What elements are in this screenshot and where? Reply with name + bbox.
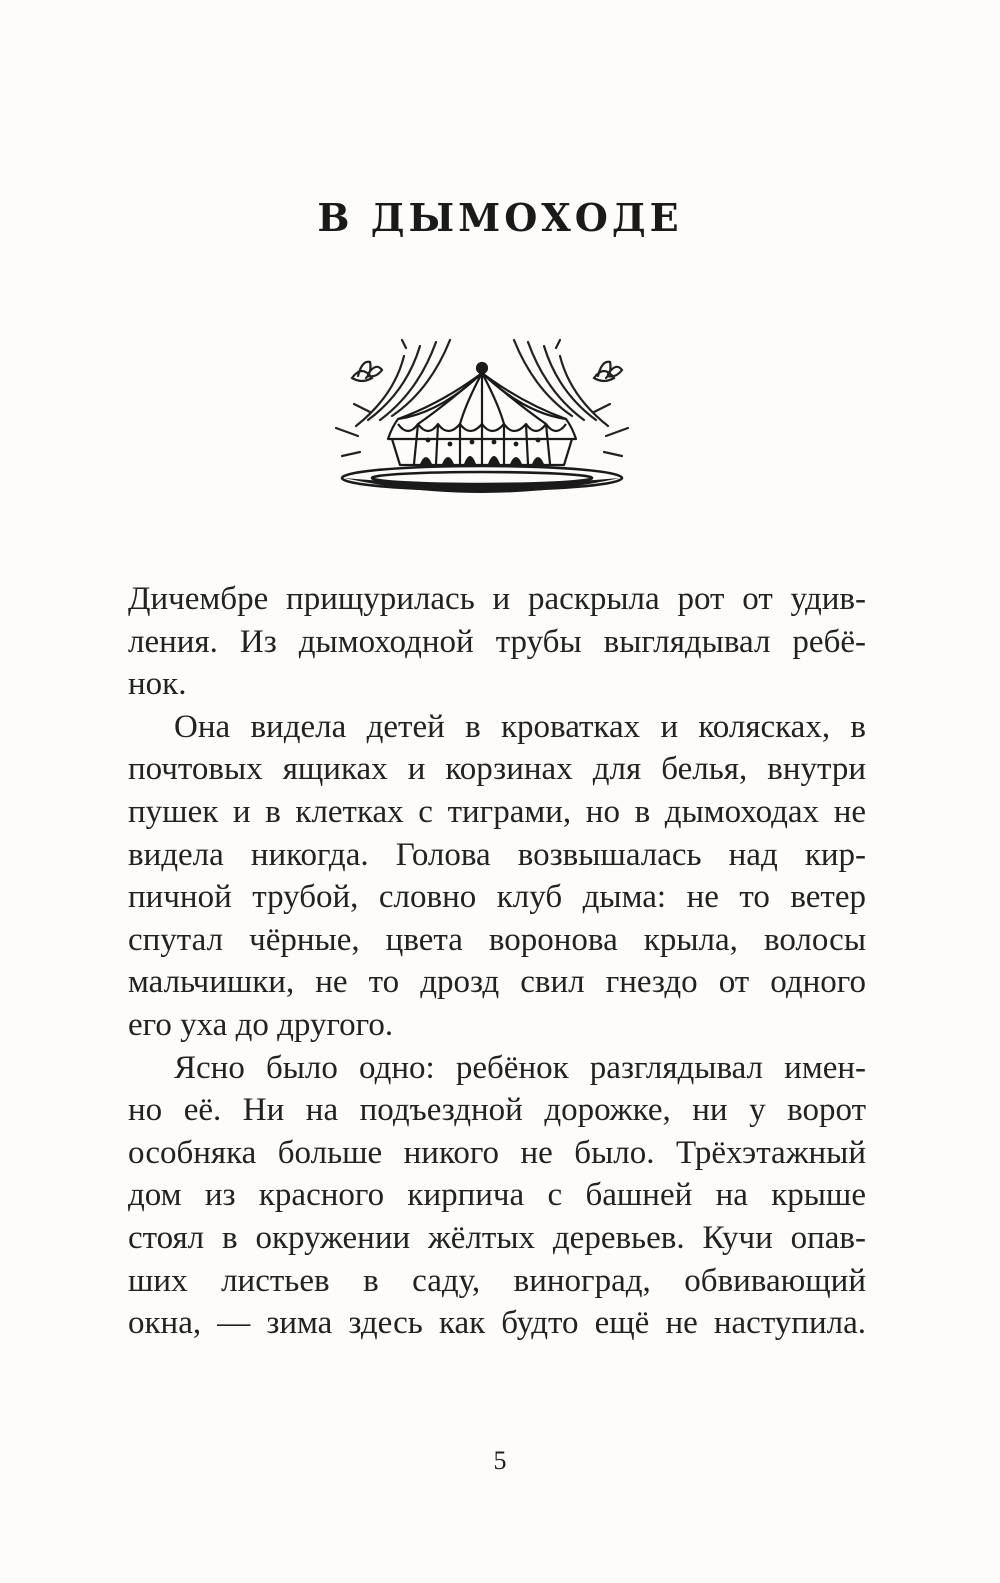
text-line: стоял в окружении жёлтых деревьев. Кучи опав-	[128, 1219, 866, 1256]
circus-tent-illustration	[332, 336, 632, 500]
text-line: его уха до другого.	[128, 1006, 394, 1043]
page-number: 5	[493, 1446, 507, 1475]
paragraph	[128, 1047, 866, 1345]
text-line: дом из красного кирпича с башней на крыше	[128, 1177, 866, 1214]
text-line: пичной трубой, словно клуб дыма: не то ветер	[128, 879, 866, 916]
text-line: Ясно было одно: ребёнок разглядывал имен-	[174, 1049, 866, 1086]
paragraph	[128, 578, 866, 706]
text-line: Она видела детей в кроватках и колясках, в	[174, 708, 866, 745]
text-line: особняка больше никого не было. Трёхэтажный	[128, 1134, 866, 1171]
text-line: пушек и в клетках с тиграми, но в дымоходах не	[128, 793, 866, 830]
chapter-title: В ДЫМОХОДЕ	[317, 195, 683, 240]
text-line: мальчишки, не то дрозд свил гнездо от одного	[128, 964, 866, 1001]
text-line: видела никогда. Голова возвышалась над кир-	[128, 836, 866, 873]
text-line: ших листьев в саду, виноград, обвивающий	[128, 1262, 866, 1299]
text-line: окна, — зима здесь как будто ещё не наступила.	[128, 1305, 866, 1342]
paragraph	[128, 706, 866, 1047]
body-text	[128, 578, 866, 1345]
text-line: ления. Из дымоходной трубы выглядывал ребё-	[128, 623, 866, 660]
text-line: почтовых ящиках и корзинах для белья, внутри	[128, 751, 866, 788]
text-line: нок.	[128, 666, 187, 703]
text-line: но её. Ни на подъездной дорожке, ни у ворот	[128, 1092, 866, 1129]
text-line: Дичембре прищурилась и раскрыла рот от удив-	[128, 581, 866, 617]
text-line: спутал чёрные, цвета воронова крыла, волосы	[128, 921, 866, 958]
